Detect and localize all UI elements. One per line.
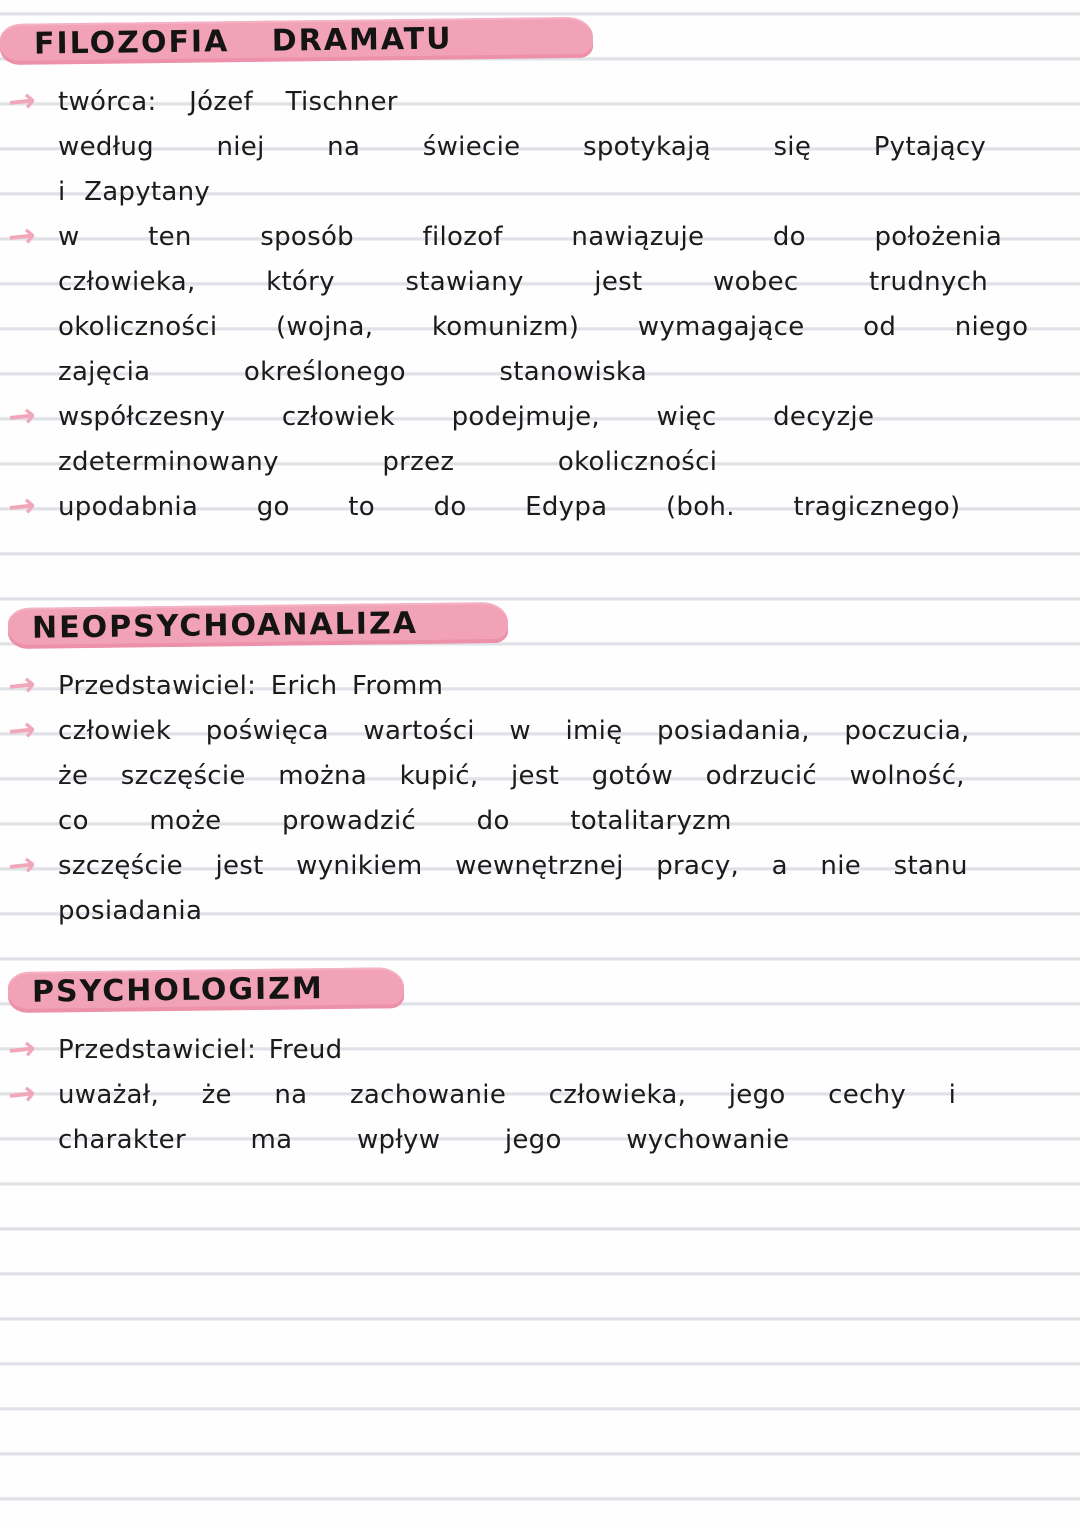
note-line: człowiek poświęca wartości w imię posiadania, poczucia,	[58, 716, 970, 746]
note-row	[0, 709, 1080, 754]
heading-highlight	[8, 967, 404, 1013]
note-row	[0, 754, 1080, 799]
heading-title: NEOPSYCHOANALIZA	[31, 605, 419, 646]
section-rows	[0, 80, 1080, 530]
arrow-icon: →	[6, 1072, 38, 1115]
note-line: upodabnia go to do Edypa (boh. tragicznego)	[58, 492, 961, 522]
note-row	[0, 1118, 1080, 1163]
note-row	[0, 664, 1080, 709]
arrow-icon: →	[6, 708, 38, 751]
note-line: twórca: Józef Tischner	[58, 87, 398, 117]
note-line: okoliczności (wojna, komunizm) wymagające od niego	[58, 312, 1029, 342]
arrow-icon: →	[6, 484, 38, 527]
note-section	[0, 970, 1080, 1163]
heading-highlight	[0, 17, 593, 65]
section-heading	[0, 970, 1080, 1028]
note-section	[0, 606, 1080, 934]
note-line: człowieka, który stawiany jest wobec trudnych	[58, 267, 988, 297]
note-line: co może prowadzić do totalitaryzm	[58, 806, 732, 836]
note-line: że szczęście można kupić, jest gotów odrzucić wolność,	[58, 761, 965, 791]
note-row	[0, 125, 1080, 170]
note-row	[0, 170, 1080, 215]
arrow-icon: →	[6, 663, 38, 706]
note-row	[0, 80, 1080, 125]
note-line: charakter ma wpływ jego wychowanie	[58, 1125, 790, 1155]
note-line: współczesny człowiek podejmuje, więc decyzje	[58, 402, 875, 432]
note-line: zdeterminowany przez okoliczności	[58, 447, 718, 477]
note-line: i Zapytany	[58, 177, 211, 207]
heading-highlight	[8, 602, 508, 649]
section-rows	[0, 664, 1080, 934]
note-line: według niej na świecie spotykają się Pytający	[58, 132, 987, 162]
note-row	[0, 799, 1080, 844]
note-line: Przedstawiciel: Freud	[58, 1035, 343, 1065]
heading-title: PSYCHOLOGIZM	[31, 971, 325, 1010]
note-row	[0, 1073, 1080, 1118]
arrow-icon: →	[6, 1027, 38, 1070]
note-row	[0, 1028, 1080, 1073]
note-row	[0, 889, 1080, 934]
note-row	[0, 350, 1080, 395]
section-heading	[0, 22, 1080, 80]
note-row	[0, 440, 1080, 485]
note-line: zajęcia określonego stanowiska	[58, 357, 648, 387]
note-section	[0, 22, 1080, 530]
arrow-icon: →	[6, 214, 38, 257]
note-row	[0, 395, 1080, 440]
note-row	[0, 844, 1080, 889]
note-line: w ten sposób filozof nawiązuje do położenia	[58, 222, 1003, 252]
note-line: szczęście jest wynikiem wewnętrznej pracy, a nie stanu	[58, 851, 968, 881]
heading-title: FILOZOFIA DRAMATU	[33, 21, 453, 62]
note-line: posiadania	[58, 896, 203, 926]
arrow-icon: →	[6, 394, 38, 437]
note-row	[0, 485, 1080, 530]
note-row	[0, 260, 1080, 305]
note-row	[0, 305, 1080, 350]
arrow-icon: →	[6, 79, 38, 122]
section-rows	[0, 1028, 1080, 1163]
arrow-icon: →	[6, 843, 38, 886]
note-line: uważał, że na zachowanie człowieka, jego cechy i	[58, 1080, 957, 1110]
note-line: Przedstawiciel: Erich Fromm	[58, 671, 444, 701]
note-row	[0, 215, 1080, 260]
section-heading	[0, 606, 1080, 664]
